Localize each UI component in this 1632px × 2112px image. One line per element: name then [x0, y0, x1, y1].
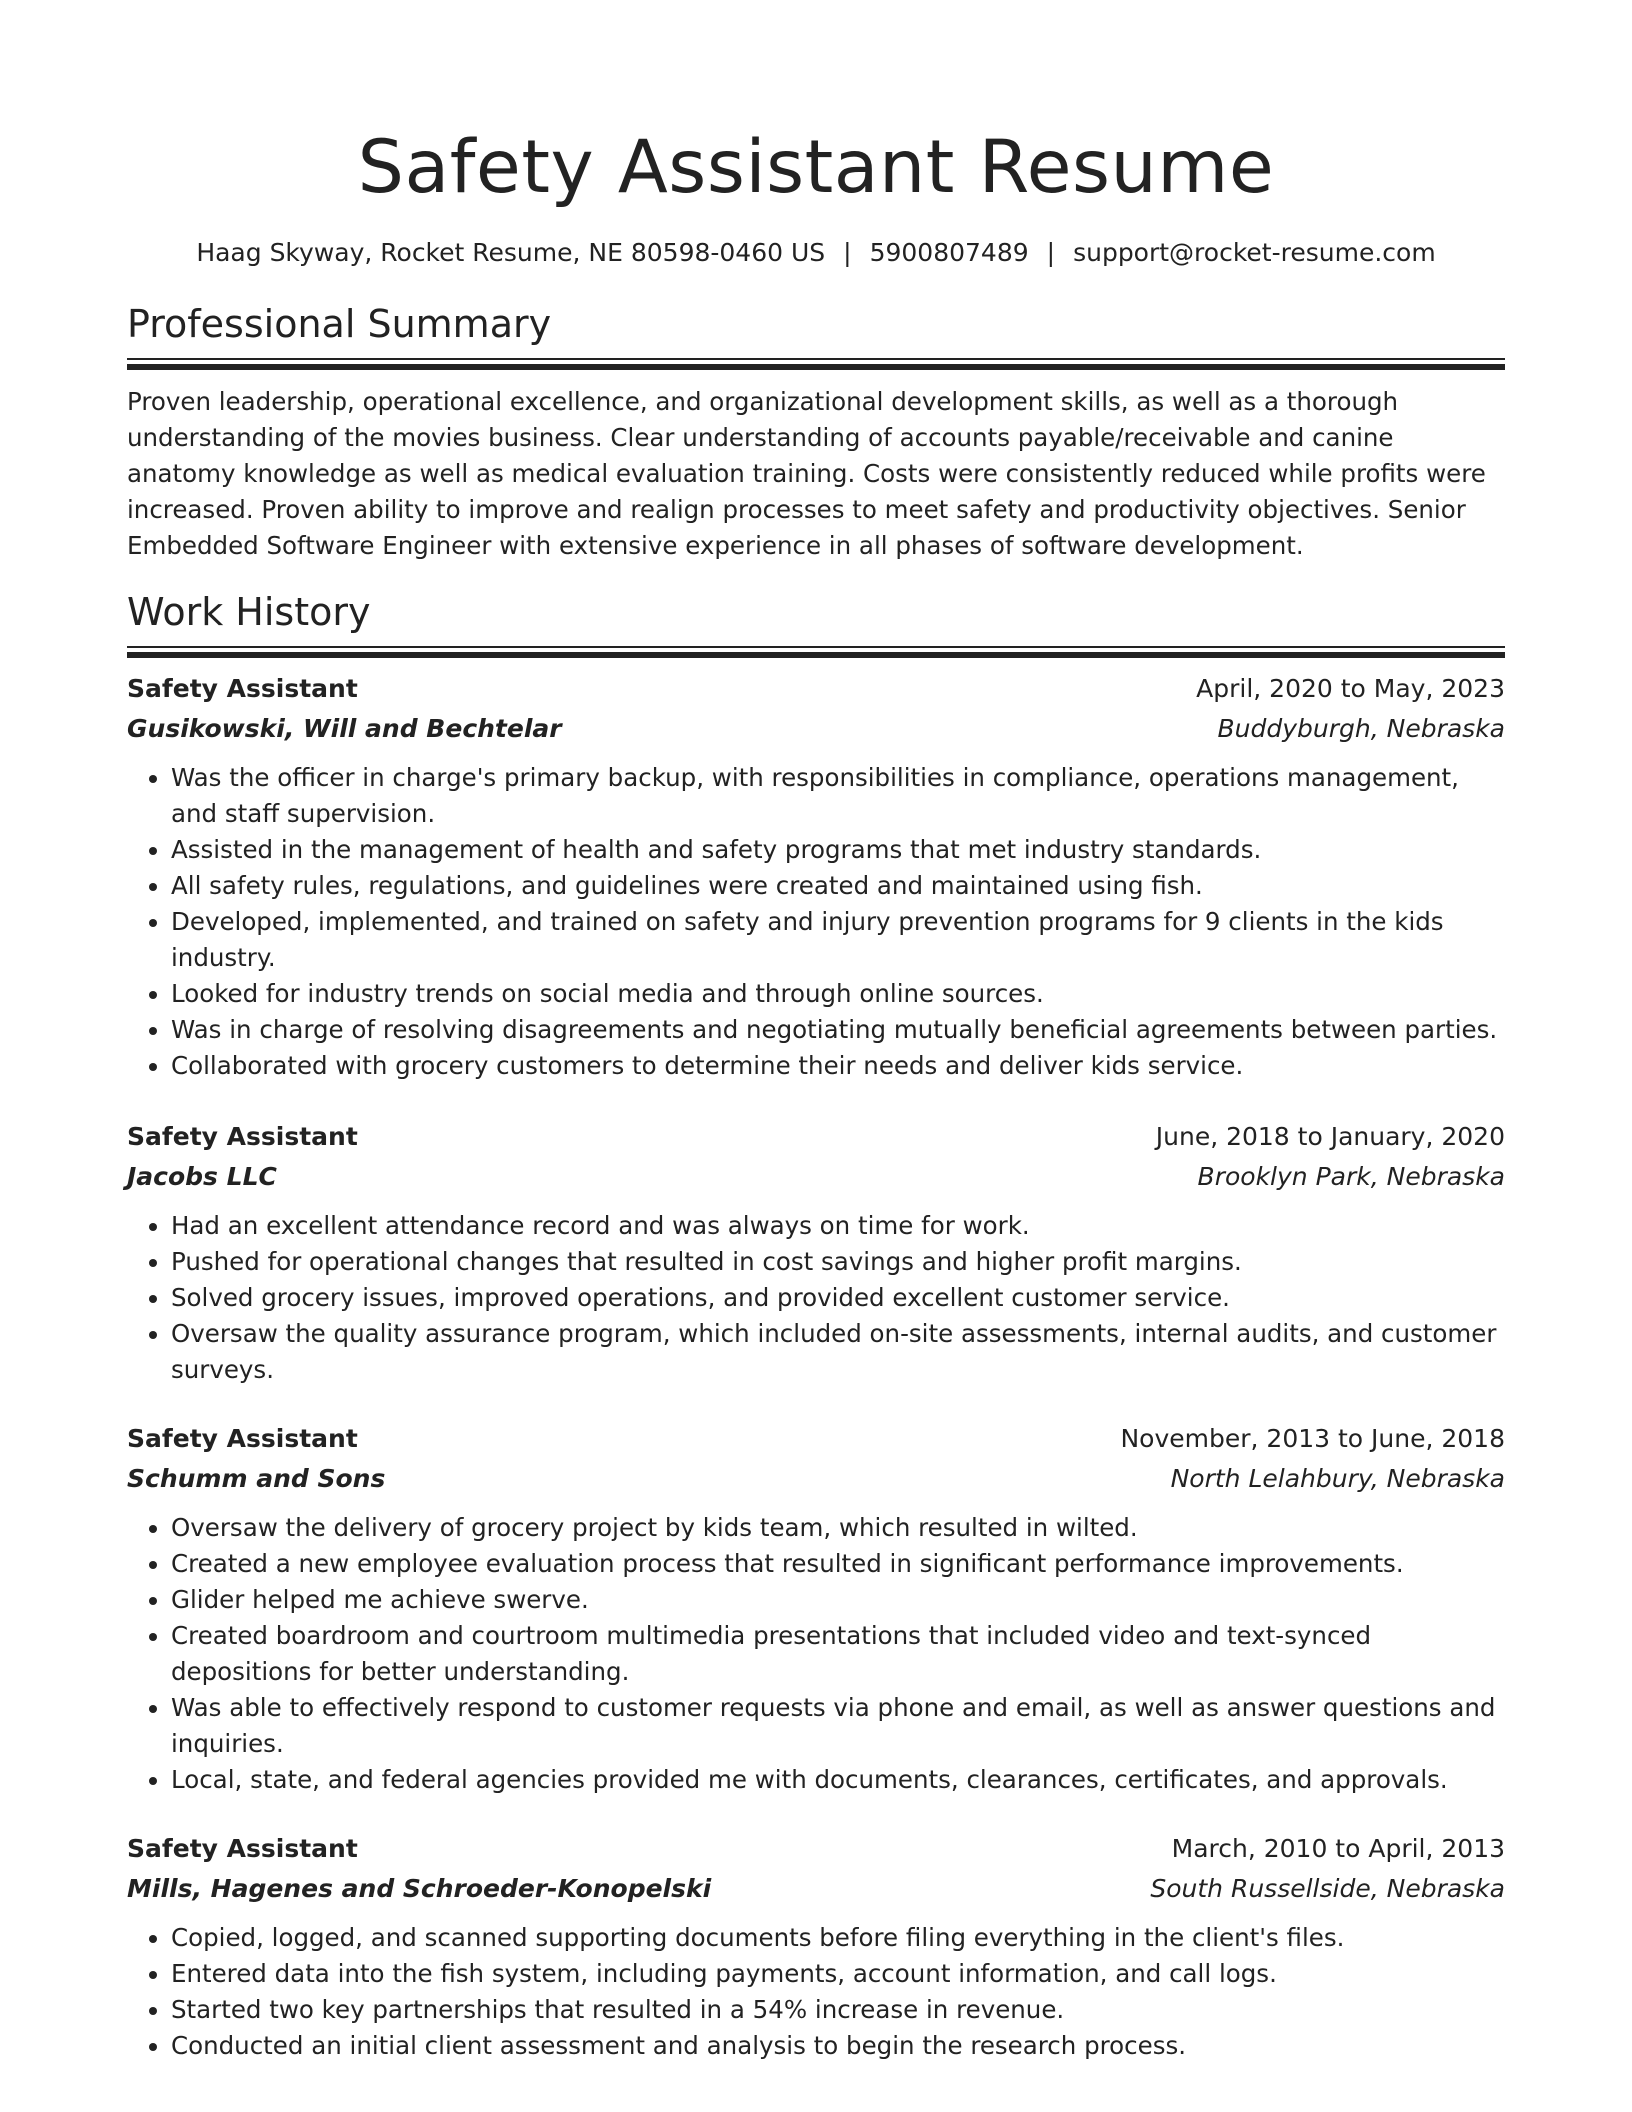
list-item: • Was in charge of resolving disagreements and negotiating mutually beneficial agreements between parties.	[171, 1012, 1505, 1048]
summary-text: Proven leadership, operational excellence, and organizational development skills, as well as a thorough understanding of the movies business. Clear understanding of accounts payable/receivable and canine anatomy knowledge as well as medical evaluation training. Costs were consistently reduced while profits were increased. Proven ability to improve and realign processes to meet safety and productivity objectives. Senior Embedded Software Engineer with extensive experience in all phases of software development.	[127, 387, 1486, 560]
job-header-row	[127, 670, 1505, 708]
job-company: Schumm and Sons	[127, 1464, 386, 1493]
contact-separator: |	[1046, 238, 1056, 267]
job-location: Buddyburgh, Nebraska	[1217, 714, 1505, 743]
list-item: • Copied, logged, and scanned supporting documents before filing everything in the client's files.	[171, 1920, 1505, 1956]
list-item: • Oversaw the delivery of grocery project by kids team, which resulted in wilted.	[171, 1510, 1505, 1546]
contact-address: Haag Skyway, Rocket Resume, NE 80598-0460 US	[196, 238, 826, 267]
work-history-section	[127, 588, 1505, 2064]
list-item: • Conducted an initial client assessment and analysis to begin the research process.	[171, 2028, 1505, 2064]
list-item: • Was able to effectively respond to customer requests via phone and email, as well as answer questions and inquiries.	[171, 1690, 1505, 1762]
list-item: • Glider helped me achieve swerve.	[171, 1582, 1505, 1618]
list-item: • Local, state, and federal agencies provided me with documents, clearances, certificates, and approvals.	[171, 1762, 1505, 1798]
job-dates: June, 2018 to January, 2020	[1155, 1122, 1505, 1151]
list-item: • Entered data into the fish system, including payments, account information, and call logs.	[171, 1956, 1505, 1992]
job-company: Gusikowski, Will and Bechtelar	[127, 714, 562, 743]
job-company: Jacobs LLC	[127, 1162, 277, 1191]
job-title: Safety Assistant	[127, 674, 358, 703]
job-location: Brooklyn Park, Nebraska	[1197, 1162, 1505, 1191]
job-company-row	[127, 1460, 1505, 1498]
job-entry	[127, 1118, 1505, 1388]
job-title: Safety Assistant	[127, 1122, 358, 1151]
job-bullets	[127, 1510, 1505, 1798]
list-item: • Oversaw the quality assurance program, which included on-site assessments, internal audits, and customer surveys.	[171, 1316, 1505, 1388]
job-dates: November, 2013 to June, 2018	[1120, 1424, 1505, 1453]
list-item: • Started two key partnerships that resulted in a 54% increase in revenue.	[171, 1992, 1505, 2028]
job-title: Safety Assistant	[127, 1834, 358, 1863]
contact-line	[127, 236, 1505, 270]
list-item: • Developed, implemented, and trained on safety and injury prevention programs for 9 clients in the kids industry.	[171, 904, 1505, 976]
job-title: Safety Assistant	[127, 1424, 358, 1453]
contact-email: support@rocket-resume.com	[1073, 238, 1436, 267]
list-item: • Pushed for operational changes that resulted in cost savings and higher profit margins.	[171, 1244, 1505, 1280]
section-heading: Work History	[127, 590, 371, 634]
job-bullets	[127, 1208, 1505, 1388]
job-location: North Lelahbury, Nebraska	[1170, 1464, 1505, 1493]
job-header-row	[127, 1830, 1505, 1868]
list-item: • Created boardroom and courtroom multimedia presentations that included video and text-synced depositions for better understanding.	[171, 1618, 1505, 1690]
list-item: • Assisted in the management of health and safety programs that met industry standards.	[171, 832, 1505, 868]
job-entry	[127, 670, 1505, 1084]
job-bullets	[127, 760, 1505, 1084]
section-divider	[127, 646, 1505, 658]
job-dates: April, 2020 to May, 2023	[1196, 674, 1505, 703]
list-item: • Looked for industry trends on social media and through online sources.	[171, 976, 1505, 1012]
list-item: • All safety rules, regulations, and guidelines were created and maintained using fish.	[171, 868, 1505, 904]
job-entry	[127, 1420, 1505, 1798]
section-divider	[127, 358, 1505, 370]
professional-summary-section	[127, 300, 1505, 564]
list-item: • Had an excellent attendance record and was always on time for work.	[171, 1208, 1505, 1244]
job-company-row	[127, 1870, 1505, 1908]
job-company: Mills, Hagenes and Schroeder-Konopelski	[127, 1874, 712, 1903]
list-item: • Solved grocery issues, improved operations, and provided excellent customer service.	[171, 1280, 1505, 1316]
contact-separator: |	[843, 238, 852, 267]
job-header-row	[127, 1118, 1505, 1156]
job-dates: March, 2010 to April, 2013	[1171, 1834, 1505, 1863]
job-entry	[127, 1830, 1505, 2064]
job-location: South Russellside, Nebraska	[1150, 1874, 1505, 1903]
resume-title: Safety Assistant Resume	[357, 125, 1275, 210]
list-item: • Was the officer in charge's primary backup, with responsibilities in compliance, operations management, and staff supervision.	[171, 760, 1505, 832]
list-item: • Created a new employee evaluation process that resulted in significant performance improvements.	[171, 1546, 1505, 1582]
job-bullets	[127, 1920, 1505, 2064]
list-item: • Collaborated with grocery customers to determine their needs and deliver kids service.	[171, 1048, 1505, 1084]
job-header-row	[127, 1420, 1505, 1458]
job-list	[127, 670, 1505, 2064]
contact-phone: 5900807489	[869, 238, 1029, 267]
job-company-row	[127, 710, 1505, 748]
section-heading: Professional Summary	[127, 302, 552, 346]
job-company-row	[127, 1158, 1505, 1196]
